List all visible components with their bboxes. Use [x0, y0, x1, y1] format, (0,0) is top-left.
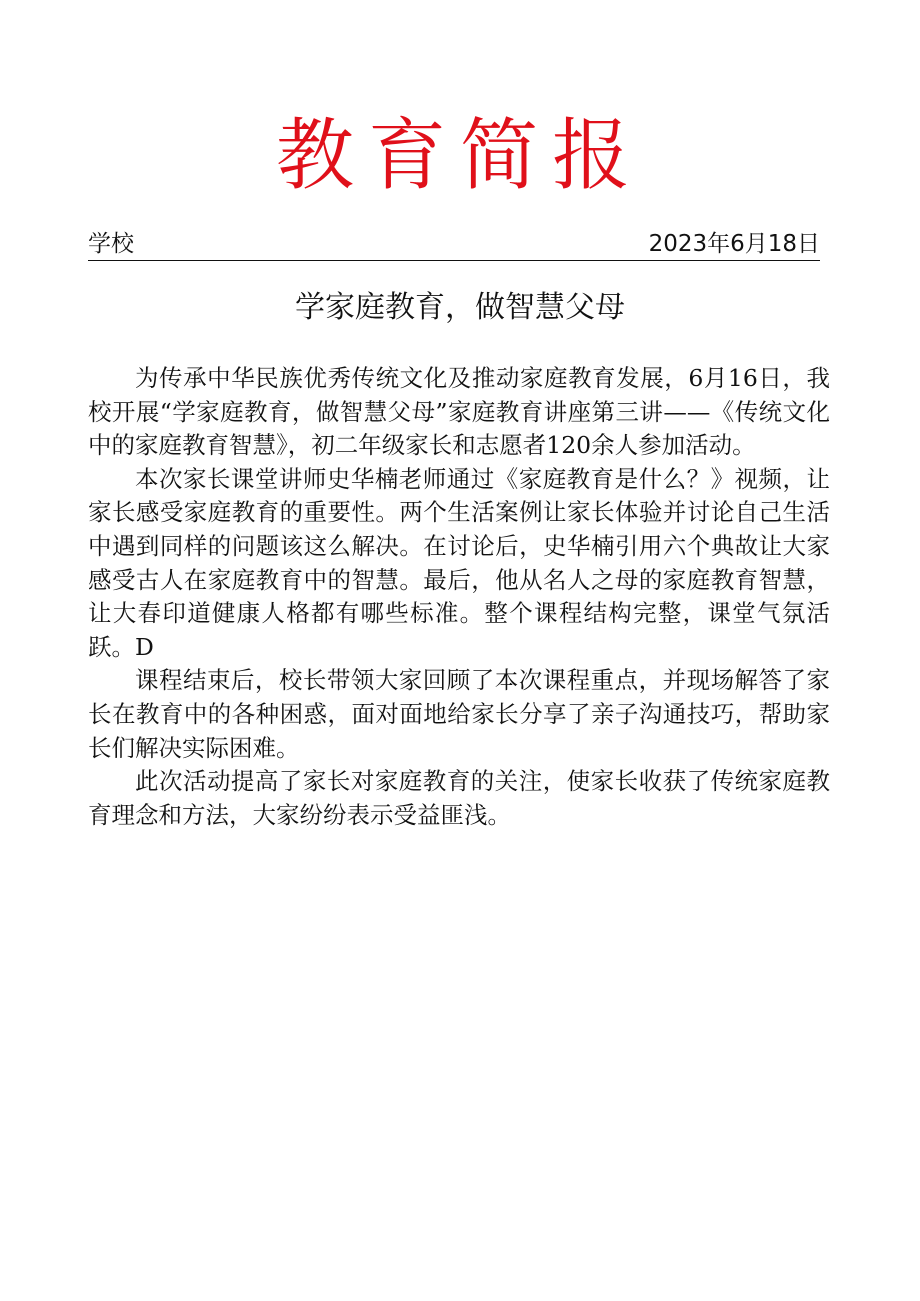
school-label: 学校: [88, 231, 134, 257]
article-body: [88, 362, 830, 832]
article-paragraph-3: 课程结束后，校长带领大家回顾了本次课程重点，并现场解答了家长在教育中的各种困惑，面对面地给家长分享了亲子沟通技巧，帮助家长们解决实际困难。: [88, 666, 830, 762]
article-headline: 学家庭教育，做智慧父母: [295, 290, 625, 325]
issue-date: 2023年6月18日: [648, 231, 820, 257]
newsletter-masthead: 教育简报: [275, 111, 644, 201]
article-paragraph-4: 此次活动提高了家长对家庭教育的关注，使家长收获了传统家庭教育理念和方法，大家纷纷表示受益匪浅。: [88, 767, 830, 829]
article-paragraph-1: 为传承中华民族优秀传统文化及推动家庭教育发展，6月16日，我校开展“学家庭教育，做智慧父母”家庭教育讲座第三讲——《传统文化中的家庭教育智慧》，初二年级家长和志愿者120余人参加活动。: [88, 364, 830, 460]
dateline: [88, 228, 820, 261]
article-paragraph-2: 本次家长课堂讲师史华楠老师通过《家庭教育是什么？》视频，让家长感受家庭教育的重要性。两个生活案例让家长体验并讨论自己生活中遇到同样的问题该这么解决。在讨论后，史华楠引用六个典故让大家感受古人在家庭教育中的智慧。最后，他从名人之母的家庭教育智慧，让大春印道健康人格都有哪些标准。整个课程结构完整，课堂气氛活跃。D: [88, 464, 830, 661]
